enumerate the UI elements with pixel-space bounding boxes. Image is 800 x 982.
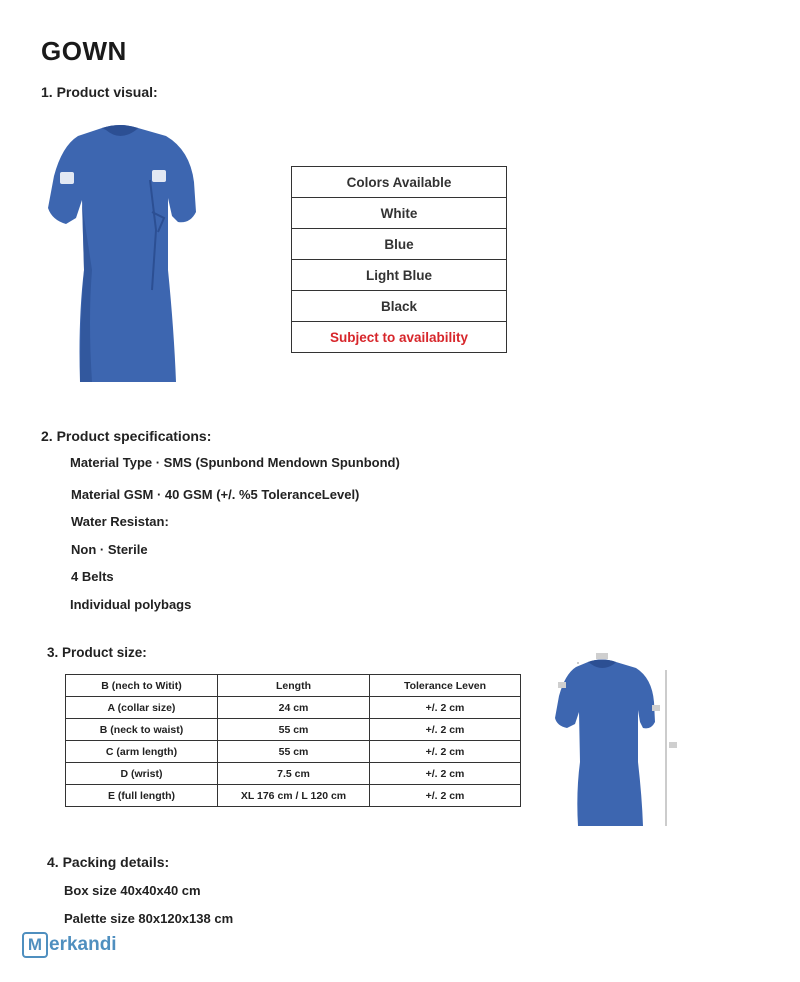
size-cell: 24 cm xyxy=(218,697,370,719)
color-option: Blue xyxy=(292,229,507,260)
spec-item: 4 Belts xyxy=(71,569,114,584)
size-cell: D (wrist) xyxy=(66,763,218,785)
table-row xyxy=(66,785,521,807)
size-header-cell: Length xyxy=(218,675,370,697)
size-cell: +/. 2 cm xyxy=(370,785,521,807)
page-title: GOWN xyxy=(41,36,127,66)
colors-header: Colors Available xyxy=(292,167,507,198)
size-table-header-row xyxy=(66,675,521,697)
color-option: White xyxy=(292,198,507,229)
section-heading-size: 3. Product size: xyxy=(47,645,147,660)
merkandi-logo xyxy=(22,932,117,958)
spec-item: Non · Sterile xyxy=(71,542,148,557)
gown-size-diagram xyxy=(548,652,683,830)
color-option: Black xyxy=(292,291,507,322)
availability-note: Subject to availability xyxy=(292,322,507,353)
size-cell: C (arm length) xyxy=(66,741,218,763)
section-heading-specs: 2. Product specifications: xyxy=(41,428,212,444)
size-header-cell: B (nech to Witit) xyxy=(66,675,218,697)
table-row xyxy=(66,763,521,785)
size-table xyxy=(65,674,521,807)
size-cell: 55 cm xyxy=(218,719,370,741)
colors-table xyxy=(291,166,507,353)
table-row xyxy=(66,697,521,719)
section-heading-packing: 4. Packing details: xyxy=(47,854,170,870)
size-cell: +/. 2 cm xyxy=(370,763,521,785)
table-row xyxy=(66,741,521,763)
size-header-cell: Tolerance Leven xyxy=(370,675,521,697)
color-option: Light Blue xyxy=(292,260,507,291)
gown-front-image xyxy=(40,120,200,388)
spec-item: Material GSM · 40 GSM (+/. %5 ToleranceLevel) xyxy=(71,487,360,502)
logo-text: erkandi xyxy=(49,934,117,955)
spec-item: Material Type · SMS (Spunbond Mendown Spunbond) xyxy=(70,455,400,470)
size-cell: +/. 2 cm xyxy=(370,741,521,763)
packing-item: Box size 40x40x40 cm xyxy=(64,883,201,898)
size-cell: XL 176 cm / L 120 cm xyxy=(218,785,370,807)
table-row xyxy=(66,719,521,741)
packing-item: Palette size 80x120x138 cm xyxy=(64,911,234,926)
size-cell: A (collar size) xyxy=(66,697,218,719)
spec-item: Water Resistan: xyxy=(71,514,169,529)
spec-item: Individual polybags xyxy=(70,597,192,612)
size-cell: 55 cm xyxy=(218,741,370,763)
size-cell: 7.5 cm xyxy=(218,763,370,785)
size-cell: +/. 2 cm xyxy=(370,719,521,741)
size-cell: E (full length) xyxy=(66,785,218,807)
size-cell: B (neck to waist) xyxy=(66,719,218,741)
section-heading-visual: 1. Product visual: xyxy=(41,84,158,100)
size-cell: +/. 2 cm xyxy=(370,697,521,719)
logo-m-badge: M xyxy=(22,932,48,958)
